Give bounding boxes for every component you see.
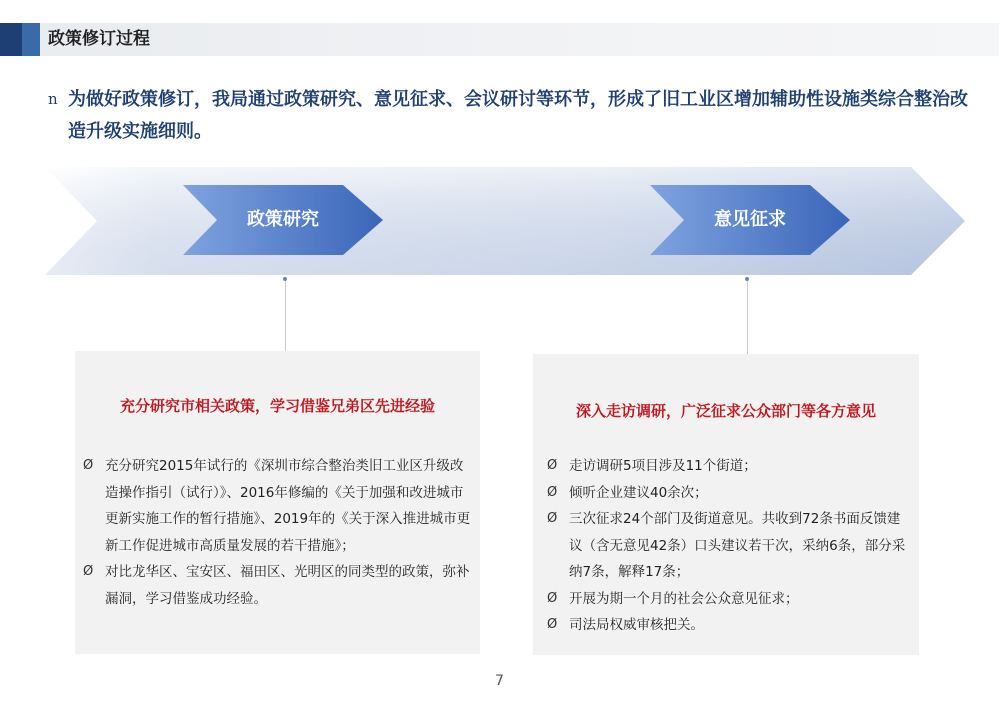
list-bullet-icon: Ø: [83, 458, 94, 473]
list-bullet-icon: Ø: [547, 484, 558, 500]
list-item: [547, 612, 909, 639]
list-bullet-icon: Ø: [547, 458, 558, 473]
list-bullet-icon: Ø: [547, 617, 558, 632]
list-item: [83, 453, 475, 559]
panel-policy-research: [75, 351, 480, 654]
list-item: [547, 480, 909, 507]
connector-line-left: [285, 281, 286, 351]
page-title: 政策修订过程: [48, 29, 150, 49]
page-number: 7: [495, 673, 504, 689]
list-item-text: 三次征求24个部门及街道意见。共收到72条书面反馈建议（含无意见42条）口头建议若干次，采纳6条，部分采纳7条，解释17条；: [569, 511, 906, 580]
header-accent-block-secondary: [22, 23, 40, 56]
stage-label-policy-research: 政策研究: [247, 209, 319, 230]
list-item: [547, 453, 909, 480]
stage-label-opinion-solicitation: 意见征求: [714, 209, 786, 230]
list-bullet-icon: Ø: [83, 564, 94, 579]
lead-bullet-icon: n: [48, 90, 58, 108]
list-bullet-icon: Ø: [547, 511, 558, 526]
list-bullet-icon: Ø: [547, 590, 558, 606]
connector-line-right: [747, 281, 748, 354]
panel-list-policy-research: [83, 453, 475, 612]
panel-list-opinion-solicitation: [547, 453, 909, 639]
list-item: [547, 506, 909, 586]
list-item: [547, 586, 909, 613]
list-item-text: 走访调研5项目涉及11个街道；: [569, 458, 757, 474]
list-item-text: 开展为期一个月的社会公众意见征求；: [569, 590, 799, 607]
panel-heading-opinion-solicitation: 深入走访调研，广泛征求公众部门等各方意见: [575, 402, 876, 420]
list-item-text: 司法局权威审核把关。: [569, 617, 704, 633]
panel-opinion-solicitation: [533, 354, 919, 655]
header-accent-block: [0, 23, 22, 56]
list-item-text: 倾听企业建议40余次；: [569, 484, 708, 501]
list-item: [83, 559, 475, 612]
panel-heading-policy-research: 充分研究市相关政策，学习借鉴兄弟区先进经验: [119, 397, 435, 415]
lead-paragraph: 为做好政策修订，我局通过政策研究、意见征求、会议研讨等环节，形成了旧工业区增加辅助性设施类综合整治改造升级实施细则。: [68, 89, 968, 142]
list-item-text: 充分研究2015年试行的《深圳市综合整治类旧工业区升级改造操作指引（试行）》、2016年修编的《关于加强和改进城市更新实施工作的暂行措施》、2019年的《关于深入推进城市更新工作促进城市高质量发展的若干措施》；: [105, 458, 471, 554]
list-item-text: 对比龙华区、宝安区、福田区、光明区的同类型的政策，弥补漏洞，学习借鉴成功经验。: [105, 564, 470, 607]
